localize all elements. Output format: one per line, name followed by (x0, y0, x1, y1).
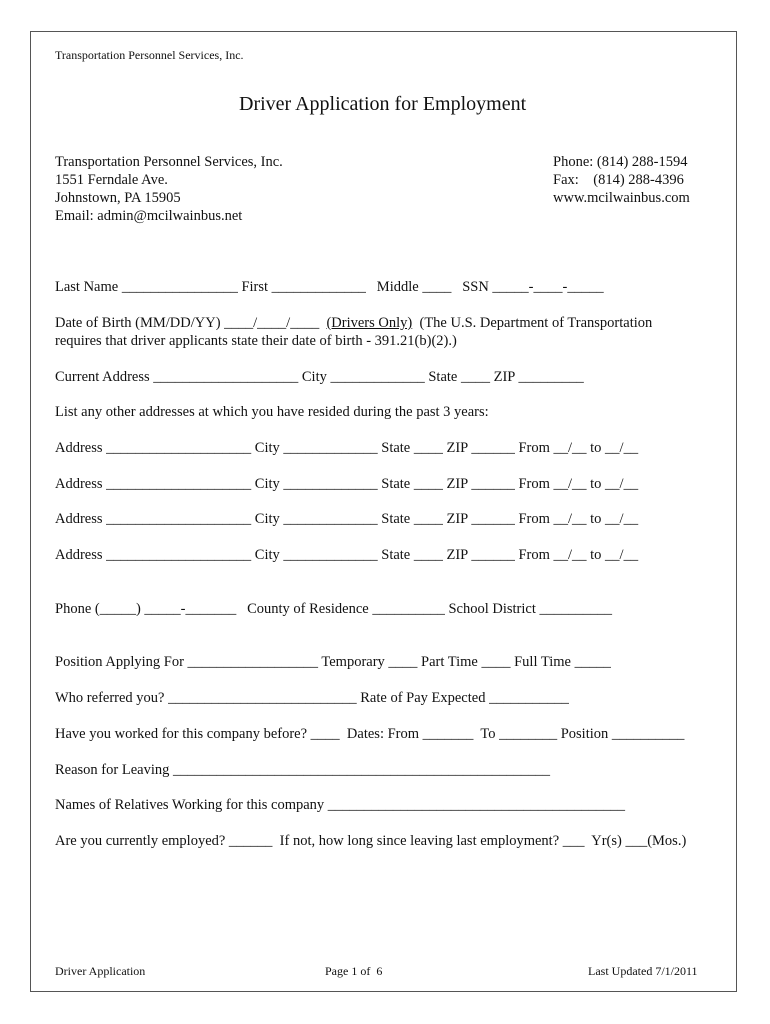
company-city: Johnstown, PA 15905 (55, 190, 181, 206)
company-email: Email: admin@mcilwainbus.net (55, 208, 243, 224)
dob-note: (The U.S. Department of Transportation (412, 315, 653, 331)
company-phone: Phone: (814) 288-1594 (553, 154, 688, 170)
list-addresses-prompt: List any other addresses at which you have resided during the past 3 years: (55, 404, 489, 420)
company-street: 1551 Ferndale Ave. (55, 172, 168, 188)
dob-label: Date of Birth (MM/DD/YY) ____/____/____ (55, 315, 327, 331)
footer-left: Driver Application (55, 964, 146, 978)
page-title: Driver Application for Employment (239, 93, 527, 115)
employed-row[interactable]: Are you currently employed? ______ If not, how long since leaving last employment? ___ Yr(s) ___(Mos.) (55, 833, 687, 849)
dob-row[interactable] (55, 314, 652, 332)
reason-leaving-row[interactable]: Reason for Leaving ____________________________________________________ (55, 762, 550, 778)
current-address-row[interactable]: Current Address ____________________ City _____________ State ____ ZIP _________ (55, 369, 584, 385)
prior-address-row[interactable]: Address ____________________ City _____________ State ____ ZIP ______ From __/__ to __/__ (55, 476, 639, 492)
page-number: Page 1 of 6 (325, 964, 383, 978)
company-web: www.mcilwainbus.com (553, 190, 690, 206)
footer-updated: Last Updated 7/1/2011 (588, 964, 698, 978)
prior-address-row[interactable]: Address ____________________ City _____________ State ____ ZIP ______ From __/__ to __/__ (55, 440, 639, 456)
company-fax: Fax: (814) 288-4396 (553, 172, 684, 188)
referred-row[interactable]: Who referred you? __________________________ Rate of Pay Expected ___________ (55, 690, 569, 706)
drivers-only-note: (Drivers Only) (326, 315, 413, 331)
relatives-row[interactable]: Names of Relatives Working for this company _________________________________________ (55, 797, 626, 813)
prior-address-row[interactable]: Address ____________________ City _____________ State ____ ZIP ______ From __/__ to __/__ (55, 547, 639, 563)
name-ssn-row[interactable]: Last Name ________________ First _____________ Middle ____ SSN _____-____-_____ (55, 279, 604, 295)
phone-county-row[interactable]: Phone (_____) _____-_______ County of Residence __________ School District __________ (55, 601, 612, 617)
position-row[interactable]: Position Applying For __________________ Temporary ____ Part Time ____ Full Time _____ (55, 654, 611, 670)
header-company: Transportation Personnel Services, Inc. (55, 48, 244, 62)
worked-before-row[interactable]: Have you worked for this company before? ____ Dates: From _______ To ________ Position __________ (55, 726, 685, 742)
company-name: Transportation Personnel Services, Inc. (55, 154, 283, 170)
prior-address-row[interactable]: Address ____________________ City _____________ State ____ ZIP ______ From __/__ to __/__ (55, 511, 639, 527)
dob-note-line2: requires that driver applicants state their date of birth - 391.21(b)(2).) (55, 333, 457, 349)
